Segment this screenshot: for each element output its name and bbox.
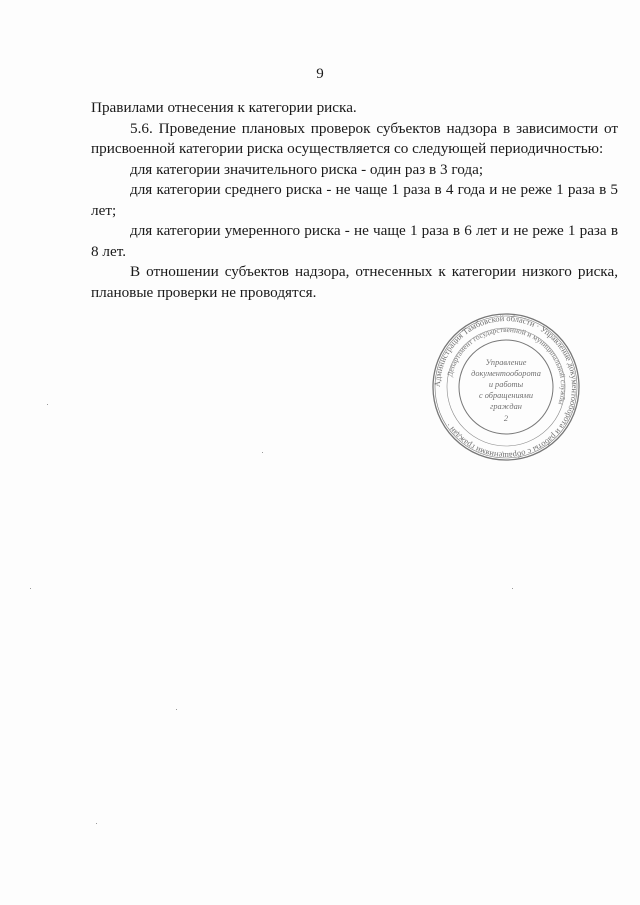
paragraph-medium-risk: для категории среднего риска - не чаще 1 раза в 4 года и не реже 1 раза в 5 лет; bbox=[91, 181, 618, 219]
seal-outer-ring-text: Администрация Тамбовской области · Управление документооборота и работы с обращениями граждан · bbox=[432, 313, 580, 461]
svg-text:2: 2 bbox=[503, 414, 509, 423]
svg-text:Управление: Управление bbox=[485, 358, 527, 367]
scan-speck bbox=[176, 709, 177, 710]
scan-speck bbox=[96, 823, 97, 824]
paragraph-continuation: Правилами отнесения к категории риска. bbox=[91, 99, 357, 116]
paragraph-significant-risk: для категории значительного риска - один раз в 3 года; bbox=[130, 160, 484, 178]
paragraph-low-risk: В отношении субъектов надзора, отнесенных к категории низкого риска, плановые проверки не проводятся. bbox=[91, 263, 618, 301]
seal-middle-ring-text: Департамент государственной и муниципальной службы bbox=[445, 324, 569, 406]
svg-text:с обращениями: с обращениями bbox=[479, 391, 533, 400]
page-number: 9 bbox=[316, 66, 324, 82]
scan-speck bbox=[47, 404, 48, 405]
document-body bbox=[91, 98, 618, 303]
paragraph-moderate-risk: для категории умеренного риска - не чаще 1 раза в 6 лет и не реже 1 раза в 8 лет. bbox=[91, 222, 618, 260]
svg-text:и работы: и работы bbox=[488, 380, 524, 389]
official-seal bbox=[430, 311, 582, 463]
scan-speck bbox=[262, 452, 263, 453]
paragraph-5-6: 5.6. Проведение плановых проверок субъектов надзора в зависимости от присвоенной категории риска осуществляется со следующей периодичностью: bbox=[91, 119, 618, 157]
seal-graphic bbox=[430, 311, 582, 463]
svg-text:документооборота: документооборота bbox=[471, 369, 541, 378]
scan-speck bbox=[512, 588, 513, 589]
scan-speck bbox=[30, 588, 31, 589]
seal-center-text bbox=[471, 358, 541, 423]
svg-text:граждан: граждан bbox=[490, 402, 522, 411]
